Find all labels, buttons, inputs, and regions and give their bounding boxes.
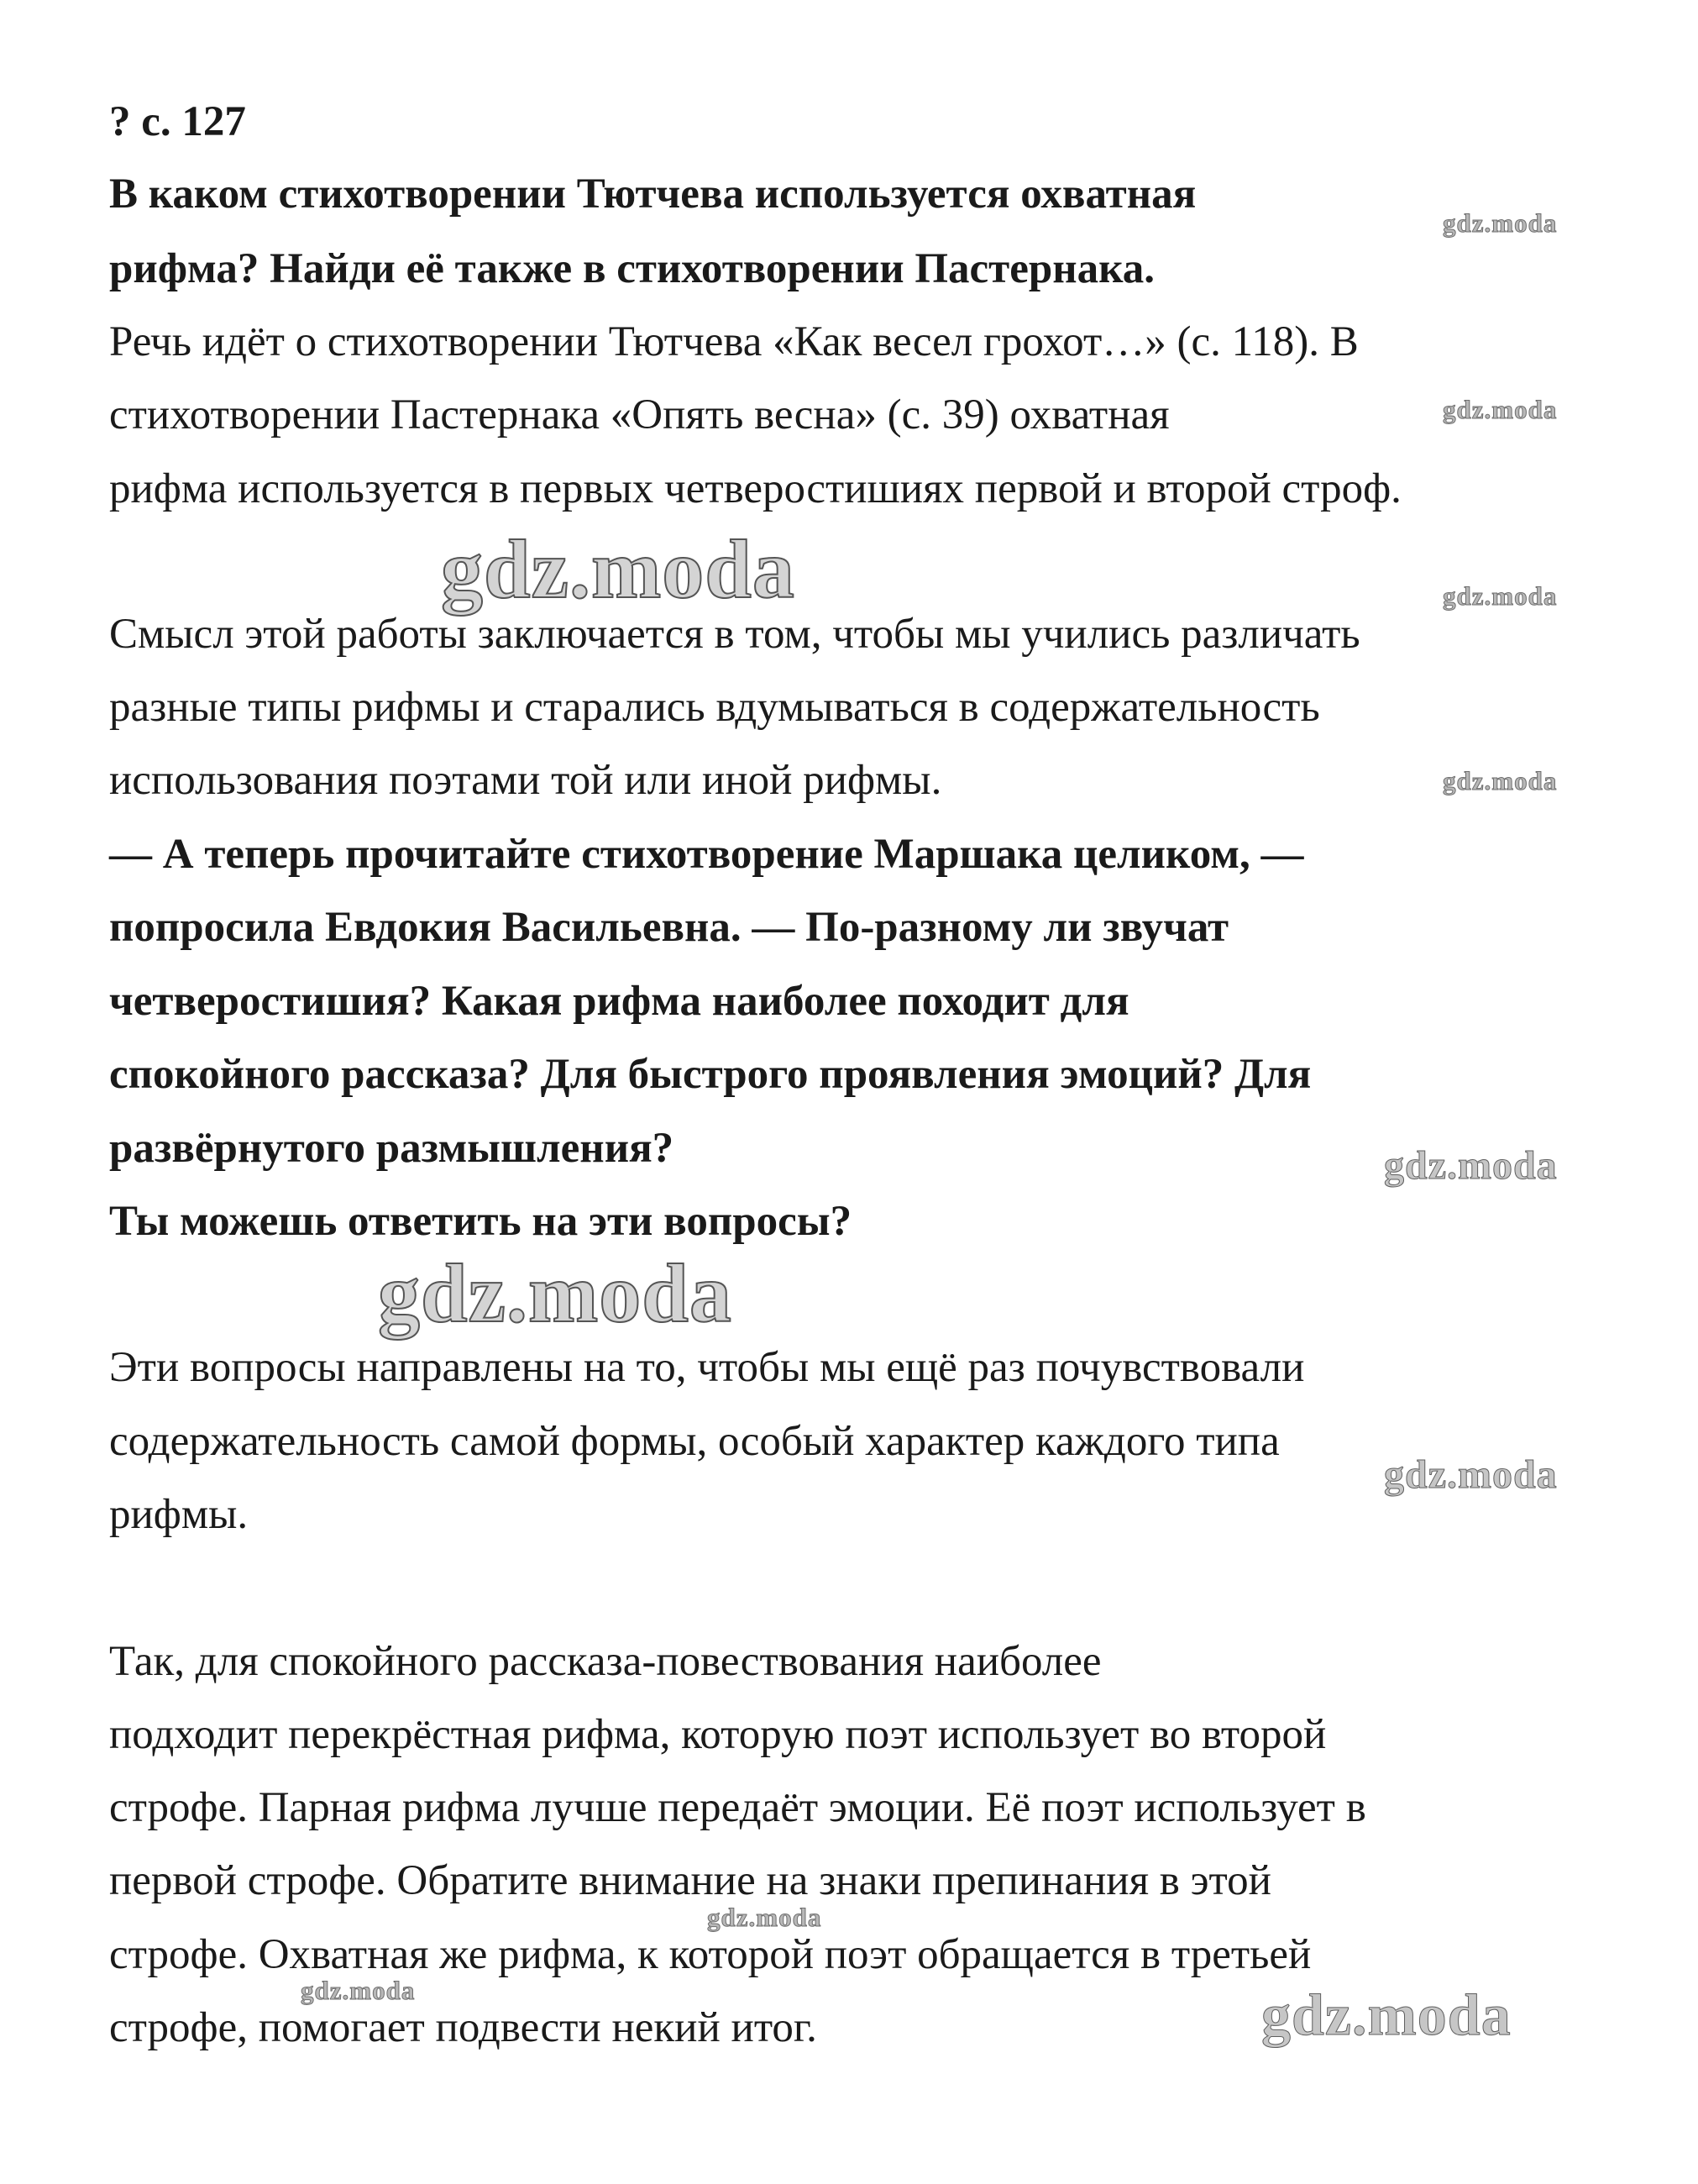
watermark-logo: gdz.moda — [1261, 1983, 1512, 2048]
watermark-logo: gdz.moda — [378, 1247, 732, 1340]
question-1-line-1: В каком стихотворении Тютчева используется охватная — [109, 171, 1197, 218]
answer-3-line-3: строфе. Парная рифма лучше передаёт эмоции. Её поэт использует в — [109, 1784, 1366, 1831]
watermark-logo: gdz.moda — [1443, 395, 1558, 424]
answer-1-line-1: Речь идёт о стихотворении Тютчева «Как весел грохот…» (с. 118). В — [109, 318, 1359, 365]
question-1-line-2: рифма? Найди её также в стихотворении Пастернака. — [109, 245, 1155, 292]
question-2-line-4: спокойного рассказа? Для быстрого проявления эмоций? Для — [109, 1051, 1312, 1098]
watermark-logo: gdz.moda — [1384, 1452, 1558, 1497]
watermark-logo: gdz.moda — [301, 1976, 416, 2005]
answer-3-line-1: Так, для спокойного рассказа-повествования наиболее — [109, 1638, 1102, 1685]
question-2-line-2: попросила Евдокия Васильевна. — По-разному ли звучат — [109, 904, 1229, 951]
watermark-logo: gdz.moda — [441, 522, 795, 616]
answer-2-line-1: Эти вопросы направлены на то, чтобы мы ещё раз почувствовали — [109, 1344, 1305, 1391]
answer-2-line-2: содержательность самой формы, особый характер каждого типа — [109, 1418, 1280, 1465]
answer-3-line-4: первой строфе. Обратите внимание на знаки препинания в этой — [109, 1857, 1271, 1904]
question-2-line-1: — А теперь прочитайте стихотворение Маршака целиком, — — [109, 831, 1304, 878]
answer-1-line-3: рифма используется в первых четверостишиях первой и второй строф. — [109, 465, 1402, 512]
answer-1b-line-1: Смысл этой работы заключается в том, чтобы мы учились различать — [109, 611, 1360, 658]
answer-3-line-5: строфе. Охватная же рифма, к которой поэт обращается в третьей — [109, 1931, 1312, 1978]
page-reference: ? с. 127 — [109, 98, 246, 145]
answer-1b-line-2: разные типы рифмы и старались вдумываться в содержательность — [109, 684, 1320, 731]
watermark-logo: gdz.moda — [1443, 208, 1558, 238]
answer-1-line-2: стихотворении Пастернака «Опять весна» (с. 39) охватная — [109, 391, 1170, 438]
question-2-line-5: развёрнутого размышления? — [109, 1125, 674, 1172]
question-2-line-3: четверостишия? Какая рифма наиболее походит для — [109, 978, 1129, 1025]
answer-2-line-3: рифмы. — [109, 1491, 249, 1538]
question-2-line-6: Ты можешь ответить на эти вопросы? — [109, 1198, 852, 1245]
watermark-logo: gdz.moda — [1443, 766, 1558, 795]
watermark-logo: gdz.moda — [1443, 581, 1558, 611]
answer-1b-line-3: использования поэтами той или иной рифмы. — [109, 757, 942, 804]
answer-3-line-6: строфе, помогает подвести некий итог. — [109, 2004, 817, 2051]
watermark-logo: gdz.moda — [707, 1903, 822, 1932]
answer-3-line-2: подходит перекрёстная рифма, которую поэт использует во второй — [109, 1711, 1327, 1758]
watermark-logo: gdz.moda — [1384, 1143, 1558, 1188]
